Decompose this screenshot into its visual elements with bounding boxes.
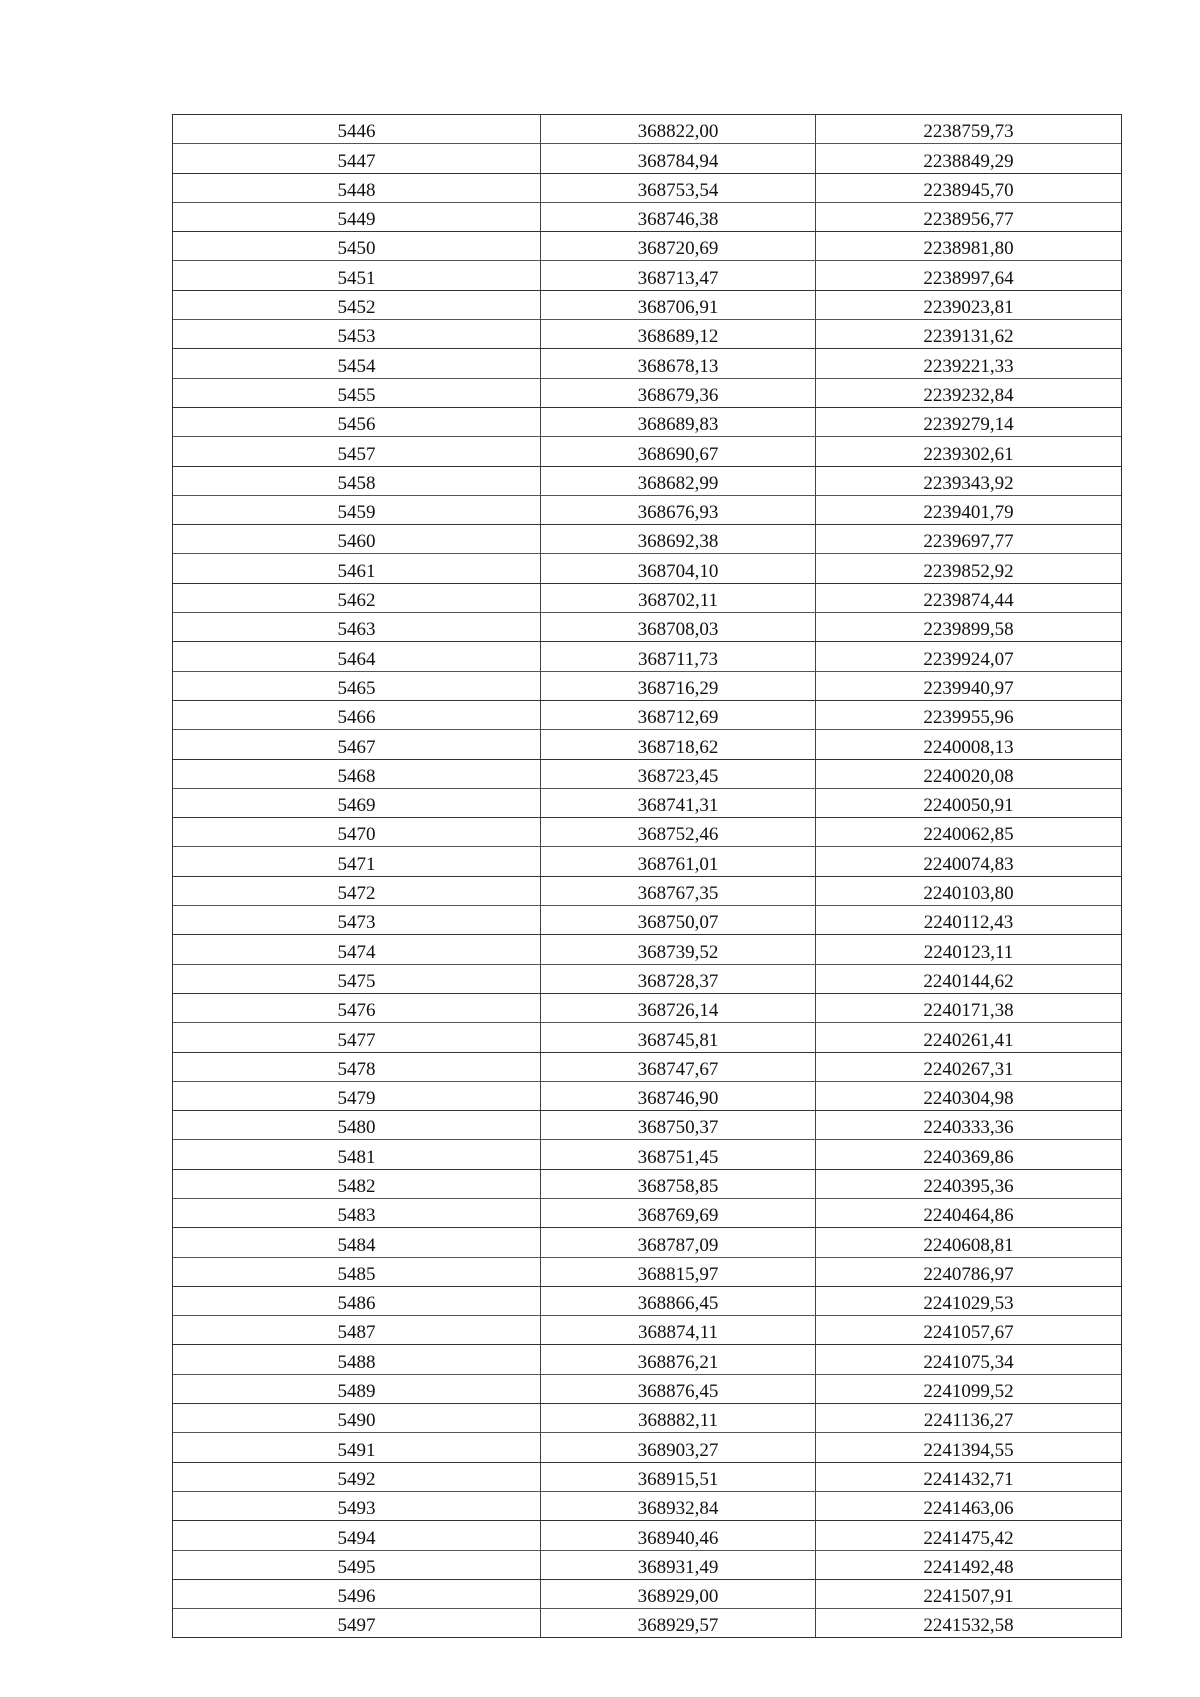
y-coordinate-cell: 2238956,77 xyxy=(816,202,1122,231)
x-coordinate-cell: 368712,69 xyxy=(541,700,816,729)
point-number-cell: 5490 xyxy=(173,1404,541,1433)
x-coordinate-cell: 368767,35 xyxy=(541,876,816,905)
table-row xyxy=(173,407,1122,436)
point-number-cell: 5483 xyxy=(173,1198,541,1227)
y-coordinate-cell: 2241075,34 xyxy=(816,1345,1122,1374)
x-coordinate-cell: 368708,03 xyxy=(541,613,816,642)
y-coordinate-cell: 2241099,52 xyxy=(816,1374,1122,1403)
x-coordinate-cell: 368741,31 xyxy=(541,788,816,817)
y-coordinate-cell: 2240304,98 xyxy=(816,1081,1122,1110)
point-number-cell: 5464 xyxy=(173,642,541,671)
y-coordinate-cell: 2240062,85 xyxy=(816,818,1122,847)
y-coordinate-cell: 2239924,07 xyxy=(816,642,1122,671)
point-number-cell: 5471 xyxy=(173,847,541,876)
table-row xyxy=(173,202,1122,231)
x-coordinate-cell: 368761,01 xyxy=(541,847,816,876)
y-coordinate-cell: 2241029,53 xyxy=(816,1286,1122,1315)
x-coordinate-cell: 368723,45 xyxy=(541,759,816,788)
coordinates-table xyxy=(172,114,1122,1638)
x-coordinate-cell: 368750,37 xyxy=(541,1111,816,1140)
point-number-cell: 5492 xyxy=(173,1462,541,1491)
x-coordinate-cell: 368903,27 xyxy=(541,1433,816,1462)
table-row xyxy=(173,173,1122,202)
x-coordinate-cell: 368929,00 xyxy=(541,1579,816,1608)
table-row xyxy=(173,847,1122,876)
y-coordinate-cell: 2241394,55 xyxy=(816,1433,1122,1462)
x-coordinate-cell: 368689,83 xyxy=(541,407,816,436)
y-coordinate-cell: 2240608,81 xyxy=(816,1228,1122,1257)
point-number-cell: 5493 xyxy=(173,1491,541,1520)
y-coordinate-cell: 2239874,44 xyxy=(816,583,1122,612)
x-coordinate-cell: 368692,38 xyxy=(541,525,816,554)
y-coordinate-cell: 2241136,27 xyxy=(816,1404,1122,1433)
table-row xyxy=(173,1550,1122,1579)
y-coordinate-cell: 2240008,13 xyxy=(816,730,1122,759)
point-number-cell: 5472 xyxy=(173,876,541,905)
y-coordinate-cell: 2240786,97 xyxy=(816,1257,1122,1286)
y-coordinate-cell: 2239697,77 xyxy=(816,525,1122,554)
x-coordinate-cell: 368866,45 xyxy=(541,1286,816,1315)
table-row xyxy=(173,1198,1122,1227)
point-number-cell: 5482 xyxy=(173,1169,541,1198)
point-number-cell: 5448 xyxy=(173,173,541,202)
point-number-cell: 5491 xyxy=(173,1433,541,1462)
table-row xyxy=(173,1462,1122,1491)
table-row xyxy=(173,700,1122,729)
y-coordinate-cell: 2240074,83 xyxy=(816,847,1122,876)
point-number-cell: 5457 xyxy=(173,437,541,466)
table-row xyxy=(173,290,1122,319)
table-row xyxy=(173,642,1122,671)
point-number-cell: 5446 xyxy=(173,115,541,144)
y-coordinate-cell: 2241532,58 xyxy=(816,1609,1122,1638)
y-coordinate-cell: 2240144,62 xyxy=(816,964,1122,993)
y-coordinate-cell: 2238849,29 xyxy=(816,144,1122,173)
point-number-cell: 5476 xyxy=(173,993,541,1022)
point-number-cell: 5475 xyxy=(173,964,541,993)
y-coordinate-cell: 2241475,42 xyxy=(816,1521,1122,1550)
x-coordinate-cell: 368769,69 xyxy=(541,1198,816,1227)
point-number-cell: 5488 xyxy=(173,1345,541,1374)
y-coordinate-cell: 2239401,79 xyxy=(816,495,1122,524)
point-number-cell: 5468 xyxy=(173,759,541,788)
x-coordinate-cell: 368929,57 xyxy=(541,1609,816,1638)
table-row xyxy=(173,1286,1122,1315)
y-coordinate-cell: 2238981,80 xyxy=(816,232,1122,261)
x-coordinate-cell: 368746,90 xyxy=(541,1081,816,1110)
table-row xyxy=(173,788,1122,817)
point-number-cell: 5449 xyxy=(173,202,541,231)
y-coordinate-cell: 2240369,86 xyxy=(816,1140,1122,1169)
table-row xyxy=(173,1521,1122,1550)
x-coordinate-cell: 368682,99 xyxy=(541,466,816,495)
point-number-cell: 5463 xyxy=(173,613,541,642)
x-coordinate-cell: 368718,62 xyxy=(541,730,816,759)
table-row xyxy=(173,1345,1122,1374)
table-row xyxy=(173,613,1122,642)
point-number-cell: 5462 xyxy=(173,583,541,612)
table-row xyxy=(173,378,1122,407)
table-row xyxy=(173,1023,1122,1052)
point-number-cell: 5453 xyxy=(173,320,541,349)
table-row xyxy=(173,1316,1122,1345)
y-coordinate-cell: 2239279,14 xyxy=(816,407,1122,436)
y-coordinate-cell: 2241057,67 xyxy=(816,1316,1122,1345)
y-coordinate-cell: 2241492,48 xyxy=(816,1550,1122,1579)
table-row xyxy=(173,232,1122,261)
point-number-cell: 5451 xyxy=(173,261,541,290)
x-coordinate-cell: 368751,45 xyxy=(541,1140,816,1169)
y-coordinate-cell: 2239232,84 xyxy=(816,378,1122,407)
table-row xyxy=(173,1374,1122,1403)
x-coordinate-cell: 368758,85 xyxy=(541,1169,816,1198)
x-coordinate-cell: 368874,11 xyxy=(541,1316,816,1345)
point-number-cell: 5447 xyxy=(173,144,541,173)
x-coordinate-cell: 368728,37 xyxy=(541,964,816,993)
coordinates-table-body xyxy=(173,115,1122,1638)
y-coordinate-cell: 2240395,36 xyxy=(816,1169,1122,1198)
point-number-cell: 5469 xyxy=(173,788,541,817)
table-row xyxy=(173,1433,1122,1462)
x-coordinate-cell: 368679,36 xyxy=(541,378,816,407)
x-coordinate-cell: 368676,93 xyxy=(541,495,816,524)
table-row xyxy=(173,935,1122,964)
x-coordinate-cell: 368915,51 xyxy=(541,1462,816,1491)
point-number-cell: 5455 xyxy=(173,378,541,407)
x-coordinate-cell: 368745,81 xyxy=(541,1023,816,1052)
x-coordinate-cell: 368720,69 xyxy=(541,232,816,261)
y-coordinate-cell: 2241432,71 xyxy=(816,1462,1122,1491)
point-number-cell: 5479 xyxy=(173,1081,541,1110)
y-coordinate-cell: 2238997,64 xyxy=(816,261,1122,290)
point-number-cell: 5487 xyxy=(173,1316,541,1345)
point-number-cell: 5458 xyxy=(173,466,541,495)
table-row xyxy=(173,1257,1122,1286)
table-row xyxy=(173,1081,1122,1110)
table-row xyxy=(173,554,1122,583)
y-coordinate-cell: 2240103,80 xyxy=(816,876,1122,905)
point-number-cell: 5456 xyxy=(173,407,541,436)
y-coordinate-cell: 2239955,96 xyxy=(816,700,1122,729)
x-coordinate-cell: 368750,07 xyxy=(541,906,816,935)
table-row xyxy=(173,993,1122,1022)
x-coordinate-cell: 368747,67 xyxy=(541,1052,816,1081)
point-number-cell: 5478 xyxy=(173,1052,541,1081)
table-row xyxy=(173,320,1122,349)
x-coordinate-cell: 368876,45 xyxy=(541,1374,816,1403)
table-row xyxy=(173,115,1122,144)
table-row xyxy=(173,730,1122,759)
table-row xyxy=(173,1491,1122,1520)
x-coordinate-cell: 368787,09 xyxy=(541,1228,816,1257)
y-coordinate-cell: 2239221,33 xyxy=(816,349,1122,378)
table-row xyxy=(173,1052,1122,1081)
x-coordinate-cell: 368711,73 xyxy=(541,642,816,671)
point-number-cell: 5484 xyxy=(173,1228,541,1257)
table-row xyxy=(173,349,1122,378)
point-number-cell: 5470 xyxy=(173,818,541,847)
y-coordinate-cell: 2241507,91 xyxy=(816,1579,1122,1608)
x-coordinate-cell: 368746,38 xyxy=(541,202,816,231)
y-coordinate-cell: 2240261,41 xyxy=(816,1023,1122,1052)
x-coordinate-cell: 368932,84 xyxy=(541,1491,816,1520)
table-row xyxy=(173,1140,1122,1169)
x-coordinate-cell: 368726,14 xyxy=(541,993,816,1022)
table-row xyxy=(173,906,1122,935)
x-coordinate-cell: 368704,10 xyxy=(541,554,816,583)
point-number-cell: 5486 xyxy=(173,1286,541,1315)
point-number-cell: 5452 xyxy=(173,290,541,319)
x-coordinate-cell: 368739,52 xyxy=(541,935,816,964)
table-row xyxy=(173,144,1122,173)
y-coordinate-cell: 2239343,92 xyxy=(816,466,1122,495)
table-row xyxy=(173,1169,1122,1198)
x-coordinate-cell: 368931,49 xyxy=(541,1550,816,1579)
x-coordinate-cell: 368713,47 xyxy=(541,261,816,290)
table-row xyxy=(173,525,1122,554)
table-row xyxy=(173,495,1122,524)
x-coordinate-cell: 368752,46 xyxy=(541,818,816,847)
point-number-cell: 5497 xyxy=(173,1609,541,1638)
y-coordinate-cell: 2239023,81 xyxy=(816,290,1122,319)
point-number-cell: 5489 xyxy=(173,1374,541,1403)
point-number-cell: 5450 xyxy=(173,232,541,261)
table-row xyxy=(173,1579,1122,1608)
x-coordinate-cell: 368882,11 xyxy=(541,1404,816,1433)
table-row xyxy=(173,1609,1122,1638)
point-number-cell: 5461 xyxy=(173,554,541,583)
point-number-cell: 5481 xyxy=(173,1140,541,1169)
table-row xyxy=(173,1404,1122,1433)
point-number-cell: 5494 xyxy=(173,1521,541,1550)
y-coordinate-cell: 2240112,43 xyxy=(816,906,1122,935)
y-coordinate-cell: 2239302,61 xyxy=(816,437,1122,466)
x-coordinate-cell: 368753,54 xyxy=(541,173,816,202)
x-coordinate-cell: 368689,12 xyxy=(541,320,816,349)
x-coordinate-cell: 368678,13 xyxy=(541,349,816,378)
x-coordinate-cell: 368784,94 xyxy=(541,144,816,173)
y-coordinate-cell: 2239899,58 xyxy=(816,613,1122,642)
table-row xyxy=(173,964,1122,993)
point-number-cell: 5466 xyxy=(173,700,541,729)
point-number-cell: 5496 xyxy=(173,1579,541,1608)
y-coordinate-cell: 2239940,97 xyxy=(816,671,1122,700)
point-number-cell: 5480 xyxy=(173,1111,541,1140)
x-coordinate-cell: 368815,97 xyxy=(541,1257,816,1286)
table-row xyxy=(173,1111,1122,1140)
table-row xyxy=(173,759,1122,788)
x-coordinate-cell: 368716,29 xyxy=(541,671,816,700)
table-row xyxy=(173,876,1122,905)
table-row xyxy=(173,818,1122,847)
y-coordinate-cell: 2240464,86 xyxy=(816,1198,1122,1227)
table-row xyxy=(173,1228,1122,1257)
y-coordinate-cell: 2240020,08 xyxy=(816,759,1122,788)
x-coordinate-cell: 368706,91 xyxy=(541,290,816,319)
y-coordinate-cell: 2239131,62 xyxy=(816,320,1122,349)
y-coordinate-cell: 2240123,11 xyxy=(816,935,1122,964)
point-number-cell: 5477 xyxy=(173,1023,541,1052)
x-coordinate-cell: 368876,21 xyxy=(541,1345,816,1374)
table-row xyxy=(173,466,1122,495)
table-row xyxy=(173,671,1122,700)
point-number-cell: 5473 xyxy=(173,906,541,935)
y-coordinate-cell: 2240050,91 xyxy=(816,788,1122,817)
table-row xyxy=(173,437,1122,466)
x-coordinate-cell: 368702,11 xyxy=(541,583,816,612)
y-coordinate-cell: 2239852,92 xyxy=(816,554,1122,583)
y-coordinate-cell: 2240267,31 xyxy=(816,1052,1122,1081)
y-coordinate-cell: 2241463,06 xyxy=(816,1491,1122,1520)
x-coordinate-cell: 368822,00 xyxy=(541,115,816,144)
table-row xyxy=(173,583,1122,612)
y-coordinate-cell: 2238945,70 xyxy=(816,173,1122,202)
point-number-cell: 5495 xyxy=(173,1550,541,1579)
y-coordinate-cell: 2238759,73 xyxy=(816,115,1122,144)
point-number-cell: 5485 xyxy=(173,1257,541,1286)
point-number-cell: 5474 xyxy=(173,935,541,964)
point-number-cell: 5465 xyxy=(173,671,541,700)
x-coordinate-cell: 368940,46 xyxy=(541,1521,816,1550)
point-number-cell: 5454 xyxy=(173,349,541,378)
point-number-cell: 5467 xyxy=(173,730,541,759)
x-coordinate-cell: 368690,67 xyxy=(541,437,816,466)
y-coordinate-cell: 2240171,38 xyxy=(816,993,1122,1022)
y-coordinate-cell: 2240333,36 xyxy=(816,1111,1122,1140)
table-row xyxy=(173,261,1122,290)
point-number-cell: 5459 xyxy=(173,495,541,524)
point-number-cell: 5460 xyxy=(173,525,541,554)
